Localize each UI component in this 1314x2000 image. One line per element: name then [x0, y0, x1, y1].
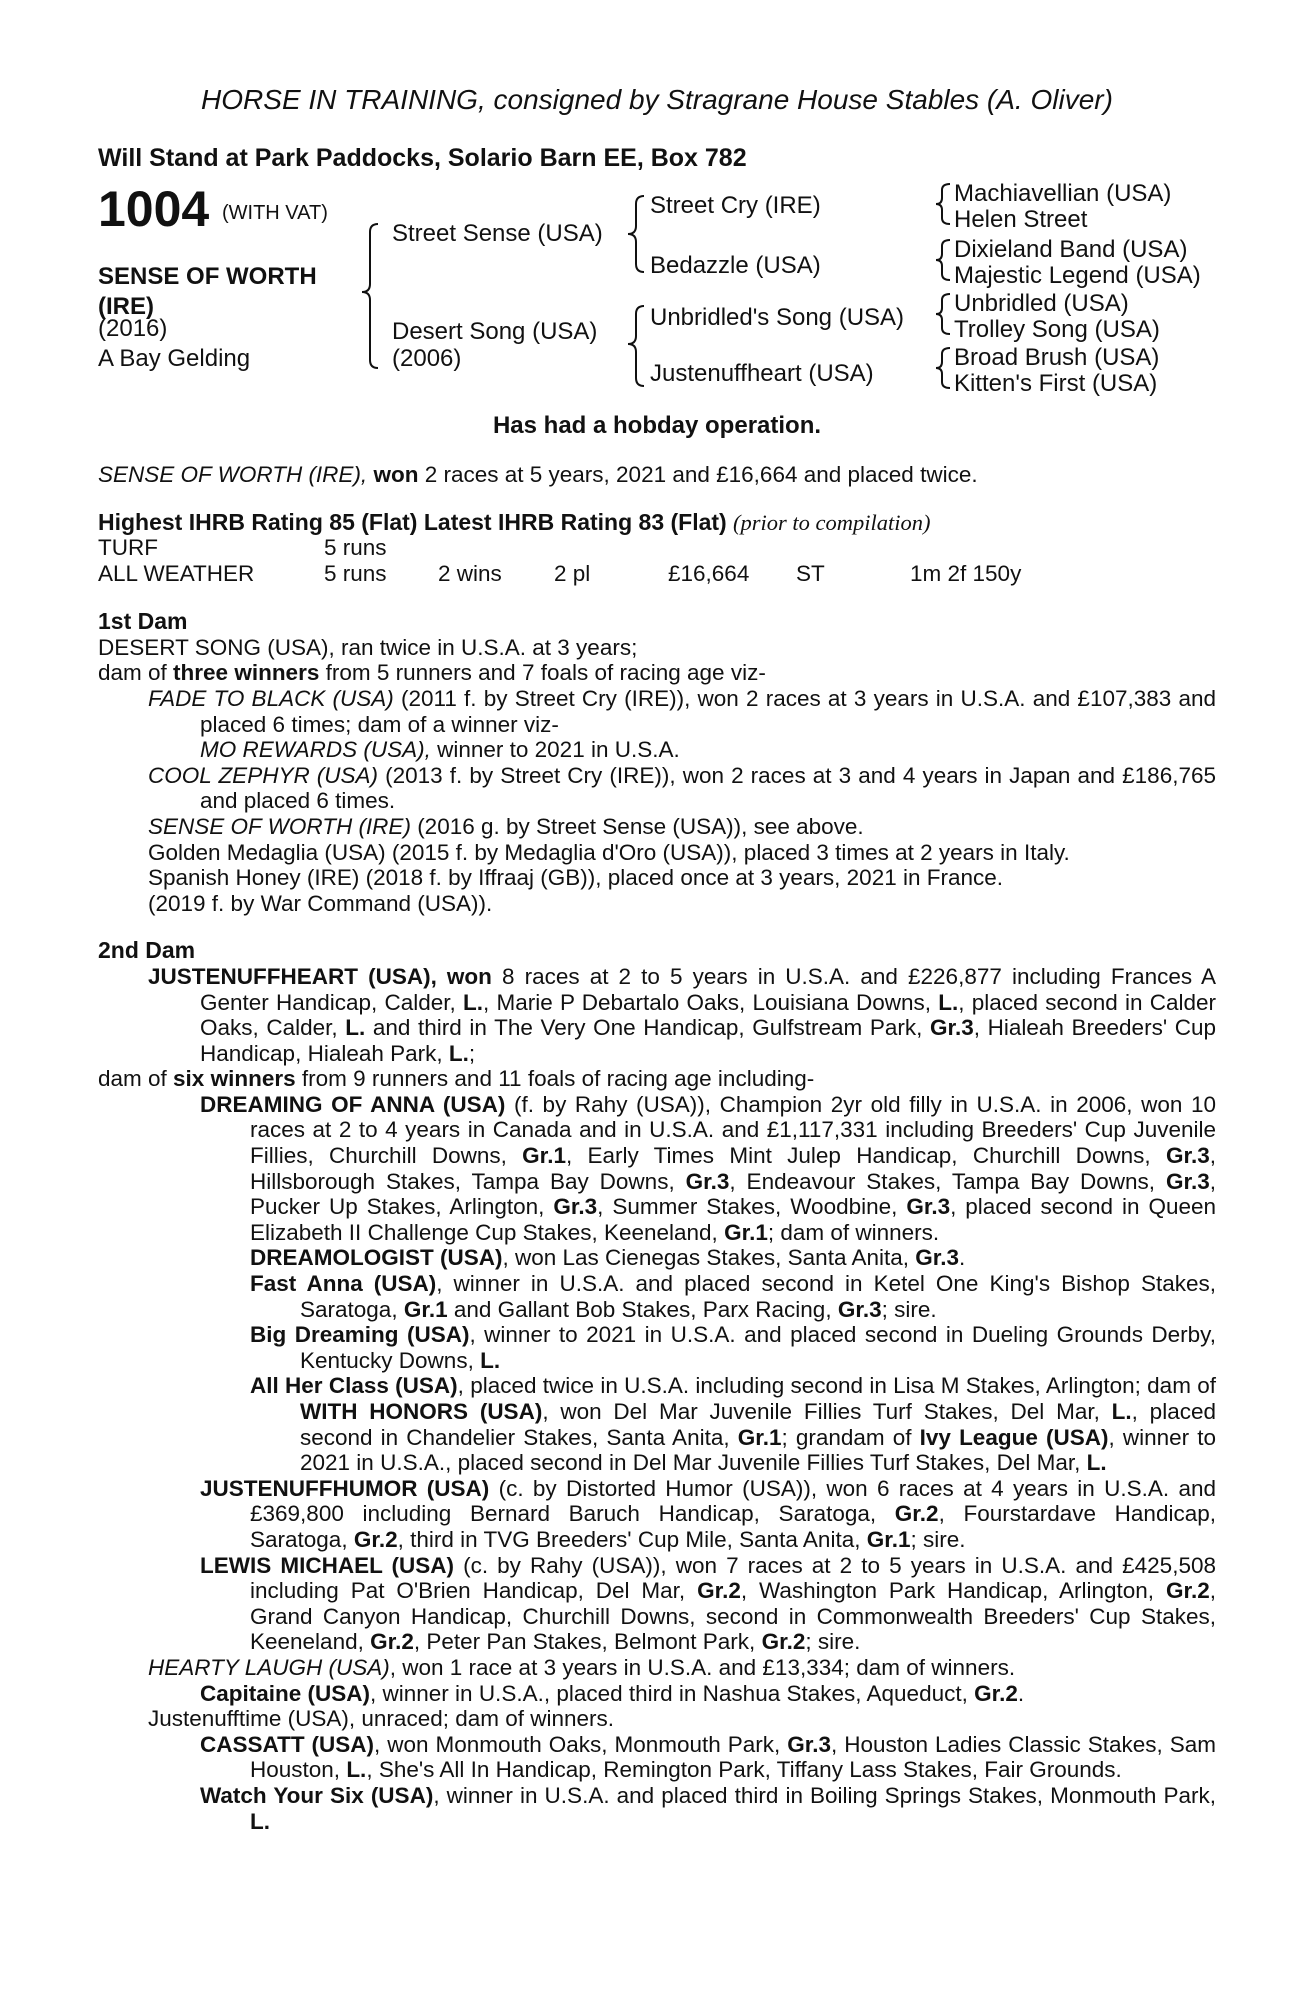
list-item: MO REWARDS (USA), winner to 2021 in U.S.A. [200, 737, 680, 763]
list-item: HEARTY LAUGH (USA), won 1 race at 3 years in U.S.A. and £13,334; dam of winners. [148, 1654, 1016, 1680]
stand-location: Will Stand at Park Paddocks, Solario Barn EE, Box 782 [98, 144, 747, 172]
pedigree-dam-dam: Justenuffheart (USA) [650, 360, 874, 387]
pedigree-dam: Desert Song (USA) [392, 318, 598, 345]
runs-table [98, 535, 1021, 587]
table-row: ALL WEATHER 5 runs 2 wins 2 pl £16,664 ST 1m 2f 150y [98, 561, 1022, 587]
pedigree-sss: Machiavellian (USA) [954, 180, 1172, 207]
pedigree-sdd: Majestic Legend (USA) [954, 262, 1201, 289]
summary-line: SENSE OF WORTH (IRE), won 2 races at 5 years, 2021 and £16,664 and placed twice. [98, 462, 978, 487]
list-item: Fast Anna (USA), winner in U.S.A. and placed second in Ketel One King's Bishop Stakes, Saratoga, Gr.1 and Gallant Bob Stakes, Parx Racing, Gr.3; sire. [250, 1271, 1216, 1322]
pedigree-dam-year: (2006) [392, 345, 462, 372]
lot-number: 1004 [98, 181, 210, 237]
list-item: DREAMOLOGIST (USA), won Las Cienegas Stakes, Santa Anita, Gr.3. [250, 1245, 966, 1271]
horse-name: SENSE OF WORTH (IRE) [98, 263, 317, 320]
page-title: HORSE IN TRAINING, consigned by Stragrane House Stables (A. Oliver) [201, 84, 1113, 115]
table-row: TURF 5 runs [98, 535, 387, 561]
list-item: (2019 f. by War Command (USA)). [148, 890, 493, 916]
horse-details: (2016) A Bay Gelding [98, 315, 251, 372]
list-item: Watch Your Six (USA), winner in U.S.A. and placed third in Boiling Springs Stakes, Monmouth Park, L. [200, 1782, 1217, 1834]
list-item: Spanish Honey (IRE) (2018 f. by Iffraaj (GB)), placed once at 3 years, 2021 in France. [148, 865, 1004, 891]
list-item: Golden Medaglia (USA) (2015 f. by Medaglia d'Oro (USA)), placed 3 times at 2 years in Italy. [148, 839, 1070, 865]
list-item: Big Dreaming (USA), winner to 2021 in U.S.A. and placed second in Dueling Grounds Derby, Kentucky Downs, L. [250, 1322, 1217, 1373]
pedigree-ddd: Kitten's First (USA) [954, 370, 1158, 397]
list-item: FADE TO BLACK (USA) (2011 f. by Street Cry (IRE)), won 2 races at 3 years in U.S.A. and £107,383 and placed 6 times; dam of a winner viz- [148, 685, 1217, 737]
pedigree-ssd: Helen Street [954, 206, 1088, 233]
first-dam-heading: 1st Dam [98, 608, 188, 635]
pedigree-sire-dam: Bedazzle (USA) [650, 252, 821, 279]
list-item: JUSTENUFFHUMOR (USA) (c. by Distorted Humor (USA)), won 6 races at 4 years in U.S.A. and £369,800 including Bernard Baruch Handicap, Saratoga, Gr.2, Fourstardave Handicap, Saratoga, Gr.2, third in TVG Breeders' Cup Mile, Santa Anita, Gr.1; sire. [200, 1475, 1216, 1552]
pedigree-sire: Street Sense (USA) [392, 220, 603, 247]
list-item: LEWIS MICHAEL (USA) (c. by Rahy (USA)), won 7 races at 2 to 5 years in U.S.A. and £425,508 including Pat O'Brien Handicap, Del Mar, Gr.2, Washington Park Handicap, Arlington, Gr.2, Grand Canyon Handicap, Churchill Downs, second in Commonwealth Breeders' Cup Stakes, Keeneland, Gr.2, Peter Pan Stakes, Belmont Park, Gr.2; sire. [200, 1552, 1216, 1655]
rating-line: Highest IHRB Rating 85 (Flat) Latest IHRB Rating 83 (Flat) (prior to compilation) [98, 508, 931, 535]
pedigree-dss: Unbridled (USA) [954, 290, 1129, 317]
second-dam-heading: 2nd Dam [98, 937, 196, 964]
list-item: Capitaine (USA), winner in U.S.A., placed third in Nashua Stakes, Aqueduct, Gr.2. [200, 1680, 1025, 1706]
list-item: Justenufftime (USA), unraced; dam of winners. [148, 1706, 615, 1732]
catalogue-body: SENSE OF WORTH (IRE), won 2 races at 5 years, 2021 and £16,664 and placed twice. Highest IHRB Rating 85 (Flat) Latest IHRB Rating 83 (Flat) (prior to compilation) TURF 5 runs ALL WEATHER 5 runs 2 wins 2 pl £16,664 ST 1m 2f 150y 1st Dam DESERT SONG (USA), ran twice in U.S.A. at 3 years; dam of three winners from 5 runners and 7 foals of racing age viz- FADE TO BLACK (USA) (2011 f. by Street Cry (IRE)), won 2 races at 3 years in U.S.A. and £107,383 and placed 6 times; dam of a winner viz- MO REWARDS (USA), winner to 2021 in U.S.A. COOL ZEPHYR (USA) (2013 f. by Street Cry (IRE)), won 2 races at 3 and 4 years in Japan and £186,765 and placed 6 times. SENSE OF WORTH (IRE) (2016 g. by Street Sense (USA)), see above. Golden Medaglia (USA) (2015 f. by Medaglia d'Oro (USA)), placed 3 times at 2 years in Italy. Spanish Honey (IRE) (2018 f. by Iffraaj (GB)), placed once at 3 years, 2021 in France. (2019 f. by War Command (USA)). 2nd Dam JUSTENUFFHEART (USA), won 8 races at 2 to 5 years in U.S.A. and £226,877 including Frances A Genter Handicap, Calder, L., Marie P Debartalo Oaks, Louisiana Downs, L., placed second in Calder Oaks, Calder, L. and third in The Very One Handicap, Gulfstream Park, Gr.3, Hialeah Breeders' Cup Handicap, Hialeah Park, L.; dam of six winners from 9 runners and 11 foals of racing age including- DREAMING OF ANNA (USA) (f. by Rahy (USA)), Champion 2yr old filly in U.S.A. in 2006, won 10 races at 2 to 4 years in Canada and in U.S.A. and £1,117,331 including Breeders' Cup Juvenile Fillies, Churchill Downs, Gr.1, Early Times Mint Julep Handicap, Churchill Downs, Gr.3, Hillsborough Stakes, Tampa Bay Downs, Gr.3, Endeavour Stakes, Tampa Bay Downs, Gr.3, Pucker Up Stakes, Arlington, Gr.3, Summer Stakes, Woodbine, Gr.3, placed second in Queen Elizabeth II Challenge Cup Stakes, Keeneland, Gr.1; dam of winners. DREAMOLOGIST (USA), won Las Cienegas Stakes, Santa Anita, Gr.3. Fast Anna (USA), winner in U.S.A. and placed second in Ketel One King's Bishop Stakes, Saratoga, Gr.1 and Gallant Bob Stakes, Parx Racing, Gr.3; sire. Big Dreaming (USA), winner to 2021 in U.S.A. and placed second in Dueling Grounds Derby, Kentucky Downs, L. All Her Class (USA), placed twice in U.S.A. including second in Lisa M Stakes, Arlington; dam of WITH HONORS (USA), won Del Mar Juvenile Fillies Turf Stakes, Del Mar, L., placed second in Chandelier Stakes, Santa Anita, Gr.1; grandam of Ivy League (USA), winner to 2021 in U.S.A., placed second in Del Mar Juvenile Fillies Turf Stakes, Del Mar, L. JUSTENUFFHUMOR (USA) (c. by Distorted Humor (USA)), won 6 races at 4 years in U.S.A. and £369,800 including Bernard Baruch Handicap, Saratoga, Gr.2, Fourstardave Handicap, Saratoga, Gr.2, third in TVG Breeders' Cup Mile, Santa Anita, Gr.1; sire. LEWIS MICHAEL (USA) (c. by Rahy (USA)), won 7 races at 2 to 5 years in U.S.A. and £425,508 including Pat O'Brien Handicap, Del Mar, Gr.2, Washington Park Handicap, Arlington, Gr.2, Grand Canyon Handicap, Churchill Downs, second in Commonwealth Breeders' Cup Stakes, Keeneland, Gr.2, Peter Pan Stakes, Belmont Park, Gr.2; sire. HEARTY LAUGH (USA), won 1 race at 3 years in U.S.A. and £13,334; dam of winners. Capitaine (USA), winner in U.S.A., placed third in Nashua Stakes, Aqueduct, Gr.2. Justenufftime (USA), unraced; dam of winners. CASSATT (USA), won Monmouth Oaks, Monmouth Park, Gr.3, Houston Ladies Classic Stakes, Sam Houston, L., She's All In Handicap, Remington Park, Tiffany Lass Stakes, Fair Grounds. Watch Your Six (USA), winner in U.S.A. and placed third in Boiling Springs Stakes, Monmouth Park, L. [98, 462, 1217, 1834]
vat-label: (WITH VAT) [222, 202, 328, 224]
list-item: CASSATT (USA), won Monmouth Oaks, Monmouth Park, Gr.3, Houston Ladies Classic Stakes, Sam Houston, L., She's All In Handicap, Remington Park, Tiffany Lass Stakes, Fair Grounds. [200, 1731, 1216, 1783]
pedigree-dsd: Trolley Song (USA) [954, 316, 1160, 343]
pedigree-sire-sire: Street Cry (IRE) [650, 192, 821, 219]
list-item: SENSE OF WORTH (IRE) (2016 g. by Street Sense (USA)), see above. [148, 813, 864, 839]
list-item: COOL ZEPHYR (USA) (2013 f. by Street Cry (IRE)), won 2 races at 3 and 4 years in Japan and £186,765 and placed 6 times. [148, 762, 1217, 814]
hobday-note: Has had a hobday operation. [492, 412, 822, 439]
pedigree-sds: Dixieland Band (USA) [954, 236, 1188, 263]
pedigree-dds: Broad Brush (USA) [954, 344, 1160, 371]
list-item: DREAMING OF ANNA (USA) (f. by Rahy (USA)), Champion 2yr old filly in U.S.A. in 2006, won 10 races at 2 to 4 years in Canada and in U.S.A. and £1,117,331 including Breeders' Cup Juvenile Fillies, Churchill Downs, Gr.1, Early Times Mint Julep Handicap, Churchill Downs, Gr.3, Hillsborough Stakes, Tampa Bay Downs, Gr.3, Endeavour Stakes, Tampa Bay Downs, Gr.3, Pucker Up Stakes, Arlington, Gr.3, Summer Stakes, Woodbine, Gr.3, placed second in Queen Elizabeth II Challenge Cup Stakes, Keeneland, Gr.1; dam of winners. [200, 1091, 1217, 1245]
list-item: JUSTENUFFHEART (USA), won 8 races at 2 to 5 years in U.S.A. and £226,877 including Frances A Genter Handicap, Calder, L., Marie P Debartalo Oaks, Louisiana Downs, L., placed second in Calder Oaks, Calder, L. and third in The Very One Handicap, Gulfstream Park, Gr.3, Hialeah Breeders' Cup Handicap, Hialeah Park, L.; [148, 963, 1216, 1066]
list-item: All Her Class (USA), placed twice in U.S.A. including second in Lisa M Stakes, Arlington; dam of WITH HONORS (USA), won Del Mar Juvenile Fillies Turf Stakes, Del Mar, L., placed second in Chandelier Stakes, Santa Anita, Gr.1; grandam of Ivy League (USA), winner to 2021 in U.S.A., placed second in Del Mar Juvenile Fillies Turf Stakes, Del Mar, L. [250, 1373, 1216, 1476]
pedigree-dam-sire: Unbridled's Song (USA) [650, 304, 905, 331]
